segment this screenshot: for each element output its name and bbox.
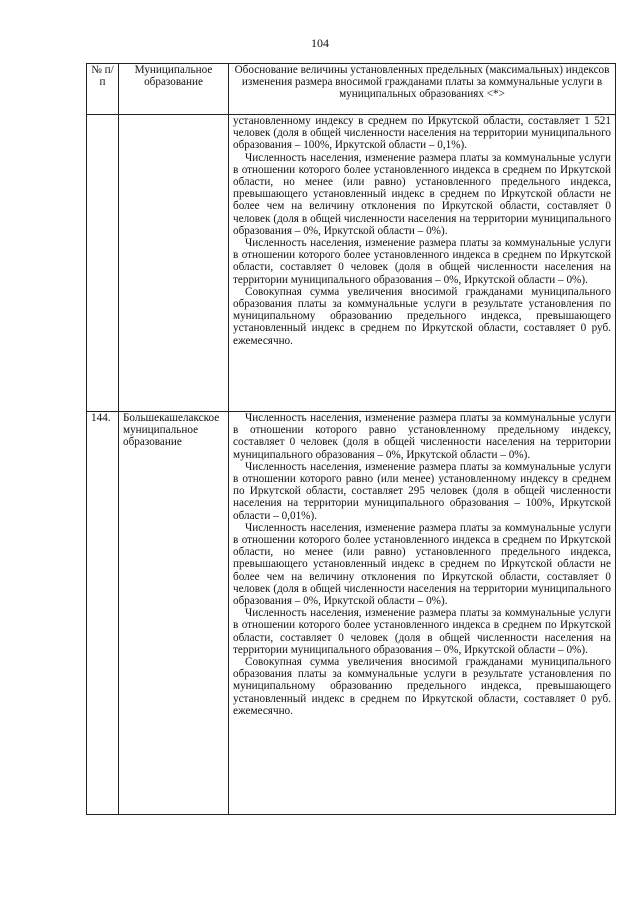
justification-paragraph: Совокупная сумма увеличения вносимой гражданами муниципального образования платы за коммунальные услуги в результате установления по муниципальному образованию предельного индекса, превышающего установленный индекс в среднем по Иркутской области, составляет 0 руб. ежемесячно. <box>233 656 611 717</box>
page-number: 104 <box>311 36 329 50</box>
row-justification <box>229 115 616 412</box>
table-header-row <box>87 64 616 115</box>
justification-paragraph: Численность населения, изменение размера платы за коммунальные услуги в отношении которого более установленного индекса в среднем по Иркутской области, но менее (или равно) установленного предельного индекса, превышающего установленный индекс в среднем по Иркутской области не более чем на величину отклонения по Иркутской области, составляет 0 человек (доля в общей численности населения на территории муниципального образования – 0%, Иркутской области – 0%). <box>233 151 611 237</box>
justification-paragraph: Численность населения, изменение размера платы за коммунальные услуги в отношении которого более установленного индекса в среднем по Иркутской области, составляет 0 человек (доля в общей численности населения на территории муниципального образования – 0%, Иркутской области – 0%). <box>233 237 611 286</box>
header-number: № п/п <box>87 64 119 115</box>
justification-paragraph: Численность населения, изменение размера платы за коммунальные услуги в отношении которого равно (или менее) установленному индексу в среднем по Иркутской области, составляет 295 человек (доля в общей численности населения на территории муниципального образования – 100%, Иркутской области – 0,01%). <box>233 460 611 522</box>
table-row <box>87 412 616 815</box>
row-justification <box>229 412 616 815</box>
header-municipality: Муниципальное образование <box>119 64 229 115</box>
table-row <box>87 115 616 412</box>
row-number: 144. <box>87 412 119 815</box>
header-justification: Обоснование величины установленных предельных (максимальных) индексов изменения размера вносимой гражданами платы за коммунальные услуги в муниципальных образованиях <*> <box>229 64 616 115</box>
row-municipality <box>119 115 229 412</box>
justification-paragraph: Численность населения, изменение размера платы за коммунальные услуги в отношении которого более установленного индекса в среднем по Иркутской области, но менее (или равно) установленного предельного индекса, превышающего установленный индекс в среднем по Иркутской области не более чем на величину отклонения по Иркутской области, составляет 0 человек (доля в общей численности населения на территории муниципального образования – 0%, Иркутской области – 0%). <box>233 521 611 608</box>
justification-paragraph: Совокупная сумма увеличения вносимой гражданами муниципального образования платы за коммунальные услуги в результате установления по муниципальному образованию предельного индекса, превышающего установленный индекс в среднем по Иркутской области, составляет 0 руб. ежемесячно. <box>233 285 611 347</box>
row-municipality: Большекашелакское муниципальное образование <box>119 412 229 815</box>
indices-table <box>86 63 616 815</box>
justification-paragraph: Численность населения, изменение размера платы за коммунальные услуги в отношении которого более установленного индекса в среднем по Иркутской области, составляет 0 человек (доля в общей численности населения на территории муниципального образования – 0%, Иркутской области – 0%). <box>233 607 611 656</box>
justification-paragraph: установленному индексу в среднем по Иркутской области, составляет 1 521 человек (доля в общей численности населения на территории муниципального образования – 100%, Иркутской области – 0,1%). <box>233 115 611 152</box>
justification-paragraph: Численность населения, изменение размера платы за коммунальные услуги в отношении которого равно установленному предельному индексу, составляет 0 человек (доля в общей численности населения на территории муниципального образования – 0%, Иркутской области – 0%). <box>233 412 611 461</box>
row-number <box>87 115 119 412</box>
